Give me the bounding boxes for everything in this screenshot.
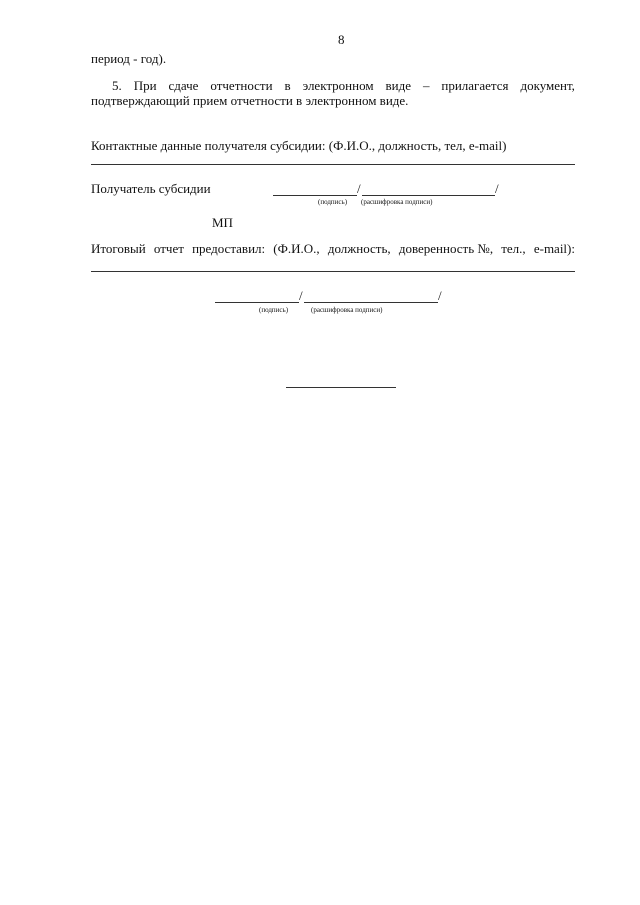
word: должность, [327, 241, 391, 256]
word: отчетности [210, 78, 273, 93]
word: Итоговый [91, 241, 146, 256]
word: отчет [153, 241, 184, 256]
item-5-line [112, 78, 575, 93]
slash: / [299, 288, 303, 303]
signature-caption: (подпись) [318, 198, 348, 206]
word: прилагается [441, 78, 509, 93]
word: e-mail): [533, 241, 575, 256]
stamp-place: МП [212, 215, 233, 230]
item-5-line-2: подтверждающий прием отчетности в электронном виде. [91, 93, 409, 108]
decoding-line [362, 195, 495, 196]
word: виде [385, 78, 411, 93]
page-number: 8 [338, 32, 345, 47]
word: (Ф.И.О., [273, 241, 320, 256]
word: доверенность №, [398, 241, 494, 256]
word: тел., [501, 241, 526, 256]
contact-fill-line [91, 164, 575, 165]
decoding-caption: (расшифровка подписи) [361, 198, 433, 206]
decoding-line [304, 302, 438, 303]
contact-label: Контактные данные получателя субсидии: (Ф.И.О., должность, тел, e-mail) [91, 138, 507, 153]
word: в [284, 78, 291, 93]
word: предоставил: [192, 241, 266, 256]
slash: / [438, 288, 442, 303]
end-separator-line [286, 387, 396, 388]
word: При [133, 78, 157, 93]
recipient-label: Получатель субсидии [91, 181, 211, 196]
signature-line [273, 195, 357, 196]
word: – [422, 78, 430, 93]
decoding-caption: (расшифровка подписи) [311, 306, 383, 314]
final-report-label [91, 241, 575, 256]
paragraph-line: период - год). [91, 51, 167, 66]
slash: / [357, 181, 361, 196]
word: 5. [112, 78, 122, 93]
signature-caption: (подпись) [259, 306, 289, 314]
final-report-fill-line [91, 271, 575, 272]
word: документ, [520, 78, 575, 93]
slash: / [495, 181, 499, 196]
signature-line [215, 302, 299, 303]
word: сдаче [168, 78, 199, 93]
word: электронном [302, 78, 374, 93]
